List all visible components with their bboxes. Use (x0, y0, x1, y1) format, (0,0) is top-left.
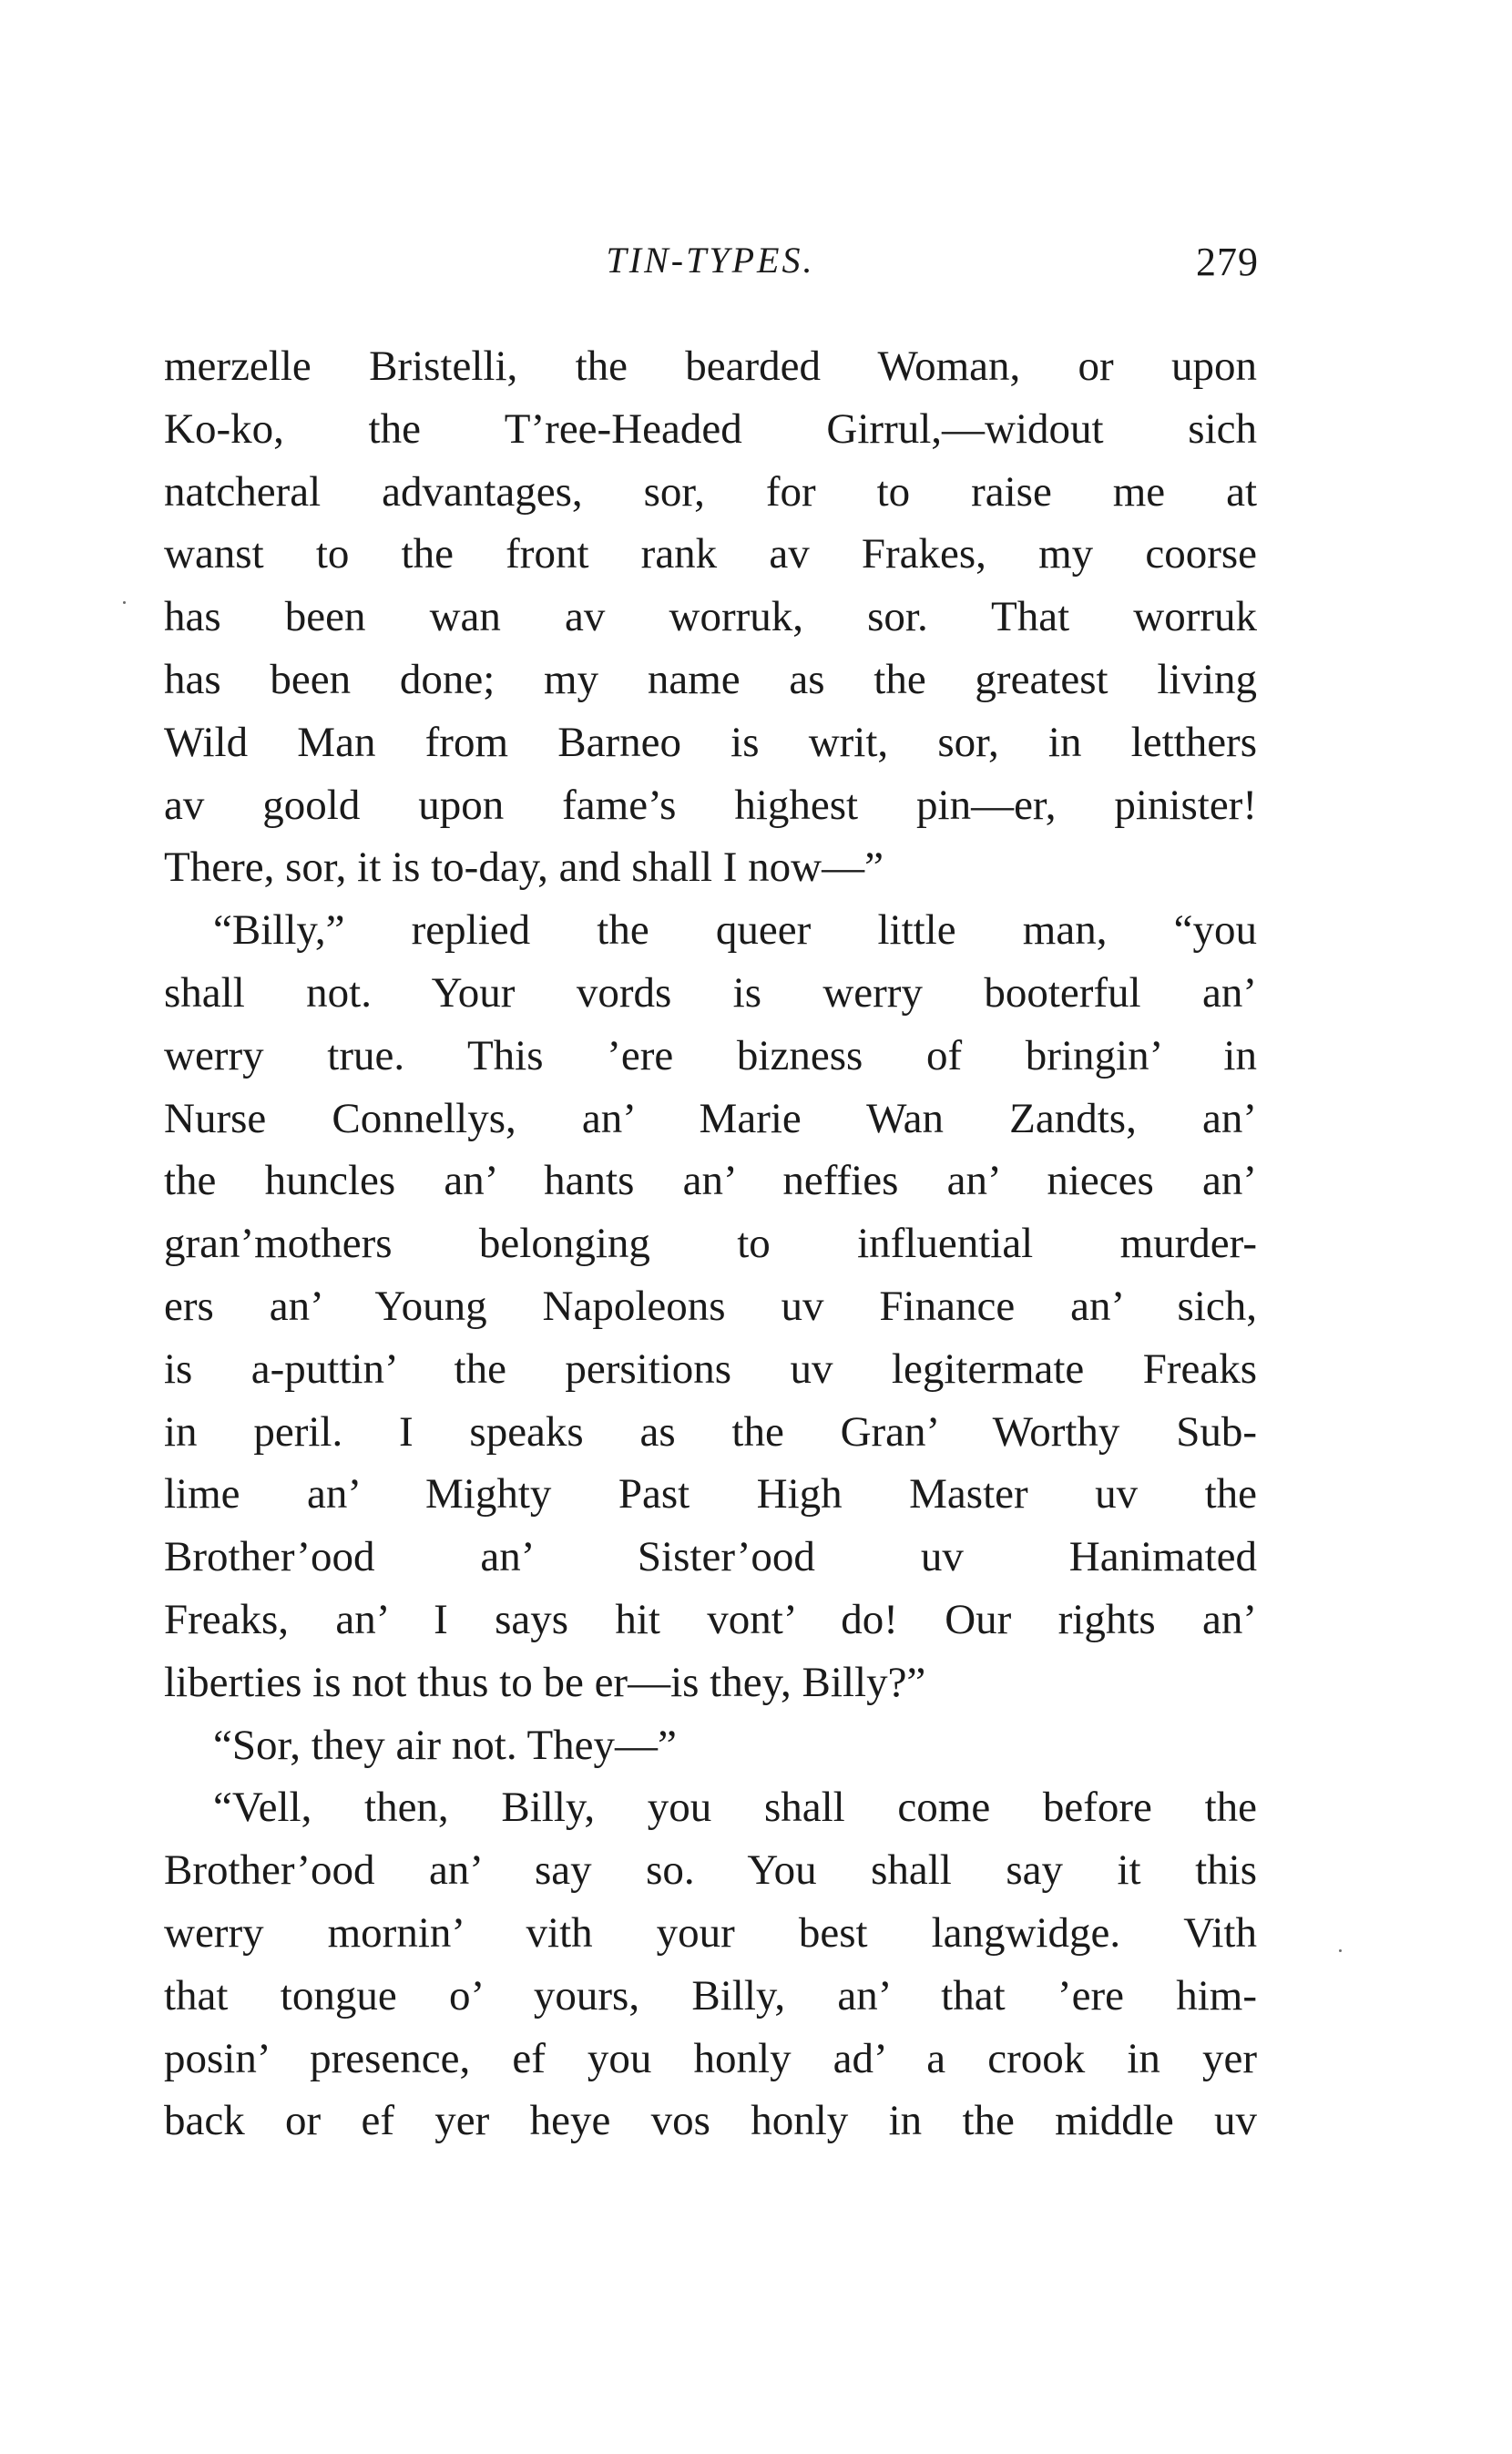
text-line: merzelle Bristelli, the bearded Woman, or upon (164, 343, 1257, 390)
text-line: that tongue o’ yours, Billy, an’ that ’ere him- (164, 1971, 1257, 2019)
running-head (164, 239, 1257, 293)
page-number: 279 (1196, 240, 1259, 284)
text-line: ers an’ Young Napoleons uv Finance an’ sich, (164, 1282, 1257, 1330)
text-line: lime an’ Mighty Past High Master uv the (164, 1470, 1257, 1518)
text-line: gran’mothers belonging to influential murder- (164, 1220, 1257, 1268)
text-line: werry true. This ’ere bizness of bringin’ in (164, 1031, 1257, 1079)
text-line: “Vell, then, Billy, you shall come before the (213, 1784, 1257, 1832)
text-line: back or ef yer heye vos honly in the middle uv (164, 2097, 1257, 2145)
text-line: werry mornin’ vith your best langwidge. Vith (164, 1908, 1257, 1957)
text-line: av goold upon fame’s highest pin—er, pinister! (164, 781, 1257, 829)
text-line: the huncles an’ hants an’ neffies an’ nieces an’ (164, 1157, 1257, 1205)
body-text (164, 335, 1257, 2152)
text-line: has been done; my name as the greatest living (164, 655, 1257, 703)
text-line: posin’ presence, ef you honly ad’ a crook in yer (164, 2034, 1257, 2082)
running-title: TIN-TYPES. (606, 240, 815, 281)
scan-speck (1339, 1949, 1342, 1952)
text-line: is a-puttin’ the persitions uv legitermate Freaks (164, 1345, 1257, 1393)
text-line: Freaks, an’ I says hit vont’ do! Our rights an’ (164, 1595, 1257, 1643)
text-line: shall not. Your vords is werry booterful an’ (164, 968, 1257, 1017)
text-line: “Billy,” replied the queer little man, “you (213, 906, 1257, 955)
text-line: “Sor, they air not. They—” (213, 1721, 677, 1769)
text-line: Brother’ood an’ say so. You shall say it this (164, 1846, 1257, 1895)
text-line: in peril. I speaks as the Gran’ Worthy Sub- (164, 1407, 1257, 1456)
text-line: liberties is not thus to be er—is they, Billy?” (164, 1658, 926, 1706)
text-line: natcheral advantages, sor, for to raise me at (164, 467, 1257, 516)
scan-speck (123, 601, 126, 604)
text-line: Brother’ood an’ Sister’ood uv Hanimated (164, 1533, 1257, 1581)
text-line: Ko-ko, the T’ree-Headed Girrul,—widout sich (164, 404, 1257, 453)
text-line: has been wan av worruk, sor. That worruk (164, 593, 1257, 641)
text-line: Nurse Connellys, an’ Marie Wan Zandts, an’ (164, 1094, 1257, 1142)
text-line: wanst to the front rank av Frakes, my coorse (164, 530, 1257, 578)
text-line: There, sor, it is to-day, and shall I now—” (164, 844, 884, 892)
text-line: Wild Man from Barneo is writ, sor, in letthers (164, 718, 1257, 766)
